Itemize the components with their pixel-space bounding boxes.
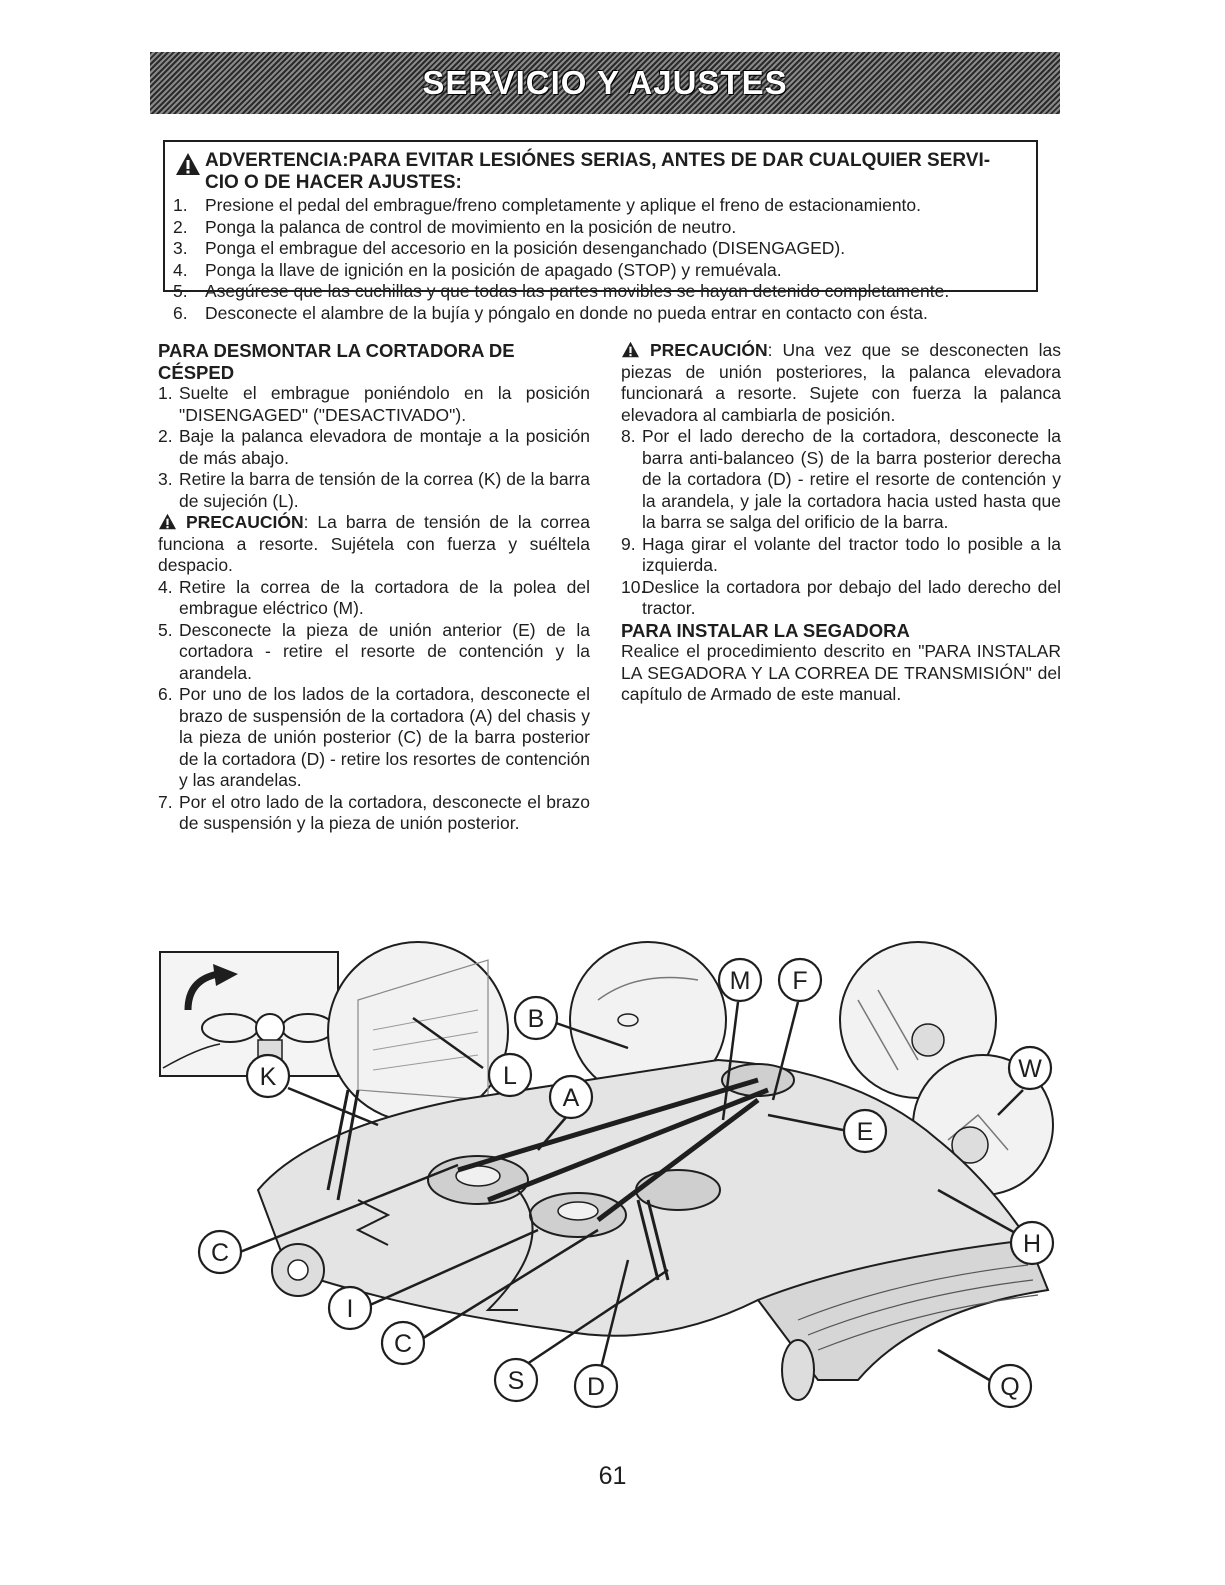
- callout-Q: [989, 1365, 1031, 1407]
- svg-text:C: C: [210, 1239, 230, 1267]
- mower-deck-diagram: [158, 940, 1058, 1410]
- inset-detail: [160, 952, 338, 1076]
- item-number: 3.: [173, 238, 188, 258]
- step-item: [158, 684, 590, 792]
- warning-item: [173, 281, 1028, 303]
- caution-2: [621, 340, 1061, 426]
- warning-box: [163, 140, 1038, 323]
- warning-heading-line2: CIO O DE HACER AJUSTES:: [205, 172, 462, 193]
- item-text: Suelte el embrague poniéndolo en la posición "DISENGAGED" ("DESACTIVADO").: [179, 383, 590, 425]
- warning-triangle-icon: [621, 341, 640, 358]
- item-text: Deslice la cortadora por debajo del lado derecho del tractor.: [642, 576, 1061, 618]
- page-number: 61: [598, 1462, 627, 1490]
- item-text: Asegúrese que las cuchillas y que todas las partes movibles se hayan detenido completamente.: [205, 281, 950, 301]
- remove-heading: PARA DESMONTAR LA CORTADORA DE CÉSPED: [158, 340, 515, 383]
- step-item: [158, 383, 590, 426]
- callout-L: [489, 1054, 531, 1096]
- install-text: Realice el procedimiento descrito en "PARA INSTALAR LA SEGADORA Y LA CORREA DE TRANSMISIÓN" del capítulo de Armado de este manual.: [621, 641, 1061, 704]
- callout-I: [329, 1287, 371, 1329]
- caution-text: : Una vez que se desconecten las piezas de unión posteriores, la palanca elevadora funcionará a resorte. Sujete con fuerza la palanca elevadora al cambiarla de posición.: [621, 340, 1061, 425]
- step-item: [158, 426, 590, 469]
- warning-list: [173, 195, 1028, 324]
- svg-text:W: W: [1018, 1055, 1042, 1083]
- step-item: [621, 426, 1061, 534]
- warning-heading: [173, 150, 1028, 194]
- item-text: Ponga el embrague del accesorio en la posición desenganchado (DISENGAGED).: [205, 238, 846, 258]
- step-item: [158, 792, 590, 835]
- step-item: [158, 577, 590, 620]
- callout-K: [247, 1055, 289, 1097]
- item-text: Haga girar el volante del tractor todo lo posible a la izquierda.: [642, 533, 1061, 575]
- remove-steps-b: [158, 577, 590, 835]
- warning-item: [173, 260, 1028, 282]
- callout-W: [1009, 1047, 1051, 1089]
- svg-text:K: K: [259, 1063, 277, 1091]
- item-text: Ponga la llave de ignición en la posición de apagado (STOP) y remuévala.: [205, 259, 782, 280]
- item-number: 3.: [158, 469, 173, 489]
- step-item: [621, 534, 1061, 577]
- item-number: 1.: [158, 383, 173, 403]
- svg-text:L: L: [503, 1062, 517, 1090]
- item-number: 8.: [621, 426, 636, 446]
- warning-item: [173, 217, 1028, 239]
- item-text: Desconecte el alambre de la bujía y póngalo en donde no pueda entrar en contacto con ésta.: [205, 302, 928, 323]
- warning-triangle-icon: [158, 513, 177, 530]
- callout-F: [779, 959, 821, 1001]
- item-text: Ponga la palanca de control de movimiento en la posición de neutro.: [205, 216, 737, 237]
- item-text: Presione el pedal del embrague/freno completamente y aplique el freno de estacionamiento.: [205, 195, 922, 215]
- left-column: [158, 340, 590, 835]
- warning-item: [173, 195, 1028, 217]
- svg-text:Q: Q: [1000, 1373, 1020, 1401]
- step-item: [621, 577, 1061, 620]
- item-number: 2.: [158, 426, 173, 446]
- callout-E: [844, 1110, 886, 1152]
- remove-steps-a: [158, 383, 590, 512]
- callout-C-lower: [382, 1322, 424, 1364]
- caution-label: PRECAUCIÓN: [649, 340, 768, 360]
- caution-text: : La barra de tensión de la correa funciona a resorte. Sujétela con fuerza y suéltela despacio.: [158, 512, 590, 575]
- callout-B: [515, 997, 557, 1039]
- svg-text:C: C: [393, 1330, 413, 1358]
- callout-S: [495, 1359, 537, 1401]
- svg-text:H: H: [1022, 1230, 1042, 1258]
- item-text: Retire la correa de la cortadora de la polea del embrague eléctrico (M).: [179, 576, 590, 618]
- warning-item: [173, 238, 1028, 260]
- right-column: [621, 340, 1061, 706]
- warning-item: [173, 303, 1028, 325]
- svg-text:A: A: [562, 1084, 580, 1112]
- item-number: 4.: [158, 576, 173, 597]
- item-text: Por el lado derecho de la cortadora, desconecte la barra anti-balanceo (S) de la barra posterior derecha de la cortadora (D) - retire el resorte de contención y la arandela, y jale la cortadora hacia usted hasta que la barra se salga del orificio de la barra.: [642, 426, 1061, 532]
- item-number: 6.: [173, 302, 188, 323]
- svg-text:D: D: [586, 1373, 606, 1401]
- svg-text:E: E: [856, 1118, 874, 1146]
- item-text: Retire la barra de tensión de la correa (K) de la barra de sujeción (L).: [179, 469, 590, 511]
- item-text: Baje la palanca elevadora de montaje a la posición de más abajo.: [179, 426, 590, 468]
- step-item: [158, 469, 590, 512]
- item-text: Por uno de los lados de la cortadora, desconecte el brazo de suspensión de la cortadora (A) del chasis y la pieza de unión posterior (C) de la barra posterior de la cortadora (D) - retire los resortes de contención y las arandelas.: [179, 684, 590, 790]
- warning-triangle-icon: [175, 152, 201, 176]
- svg-text:S: S: [507, 1367, 525, 1395]
- callout-M: [719, 959, 761, 1001]
- warning-heading-line1: ADVERTENCIA:PARA EVITAR LESIÓNES SERIAS, ANTES DE DAR CUALQUIER SERVI-: [205, 150, 991, 171]
- item-number: 5.: [158, 619, 173, 640]
- callout-D: [575, 1365, 617, 1407]
- item-number: 4.: [173, 259, 188, 280]
- item-number: 9.: [621, 533, 636, 554]
- svg-text:I: I: [346, 1295, 354, 1323]
- item-number: 6.: [158, 684, 173, 704]
- install-heading: PARA INSTALAR LA SEGADORA: [621, 619, 910, 641]
- step-item: [158, 620, 590, 685]
- item-number: 5.: [173, 281, 188, 301]
- remove-steps-c: [621, 426, 1061, 620]
- section-banner: [150, 52, 1060, 114]
- callout-A: [550, 1076, 592, 1118]
- callout-C-left: [199, 1231, 241, 1273]
- callout-H: [1011, 1222, 1053, 1264]
- svg-text:F: F: [792, 967, 808, 995]
- item-text: Desconecte la pieza de unión anterior (E) de la cortadora - retire el resorte de contención y la arandela.: [179, 619, 590, 683]
- caution-label: PRECAUCIÓN: [185, 512, 304, 532]
- item-number: 1.: [173, 195, 188, 215]
- section-title: SERVICIO Y AJUSTES: [422, 64, 788, 101]
- item-text: Por el otro lado de la cortadora, desconecte el brazo de suspensión y la pieza de unión posterior.: [179, 791, 590, 833]
- caution-1: [158, 512, 590, 577]
- item-number: 7.: [158, 791, 173, 812]
- svg-text:M: M: [729, 967, 751, 995]
- svg-text:B: B: [527, 1005, 545, 1033]
- item-number: 10.: [621, 576, 646, 597]
- item-number: 2.: [173, 216, 188, 237]
